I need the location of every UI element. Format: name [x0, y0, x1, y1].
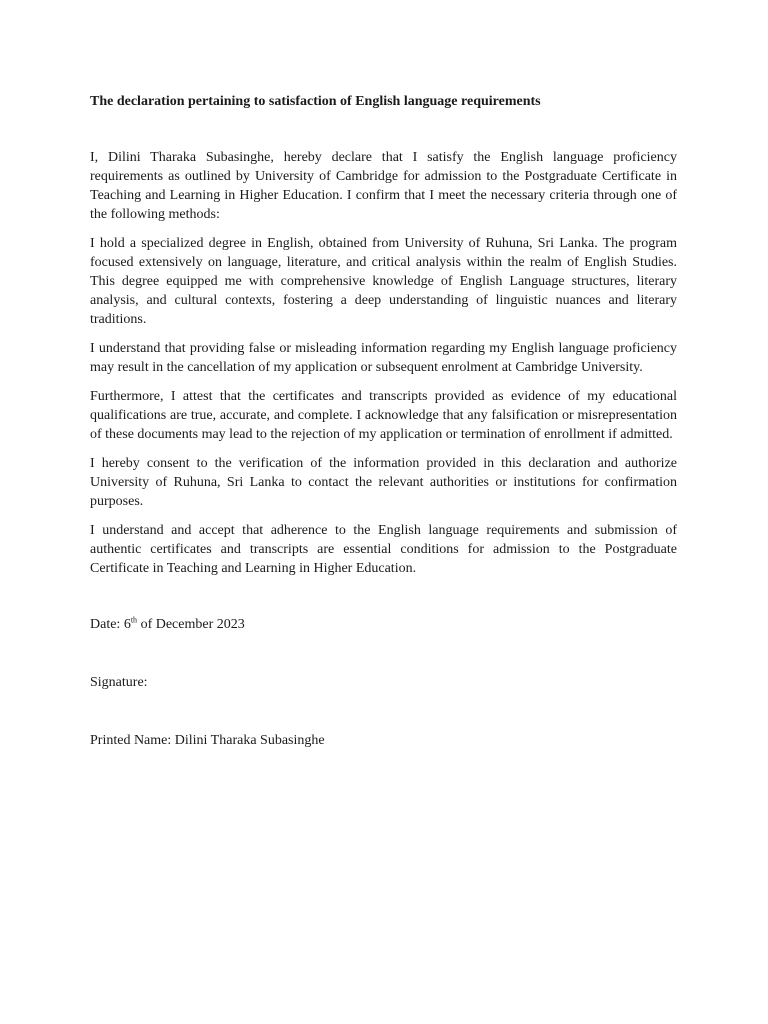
- date-label: Date:: [90, 617, 124, 632]
- false-information-paragraph: I understand that providing false or misleading information regarding my English language proficiency may result in the cancellation of my application or subsequent enrolment at Cambridge University.: [90, 341, 677, 375]
- document-title: The declaration pertaining to satisfaction of English language requirements: [90, 94, 541, 109]
- date-day-suffix: th: [130, 615, 138, 625]
- signature-label: Signature:: [90, 675, 148, 690]
- signature-line: [90, 673, 677, 692]
- printed-name-value: Dilini Tharaka Subasinghe: [174, 733, 325, 748]
- degree-paragraph: I hold a specialized degree in English, obtained from University of Ruhuna, Sri Lanka. The program focused extensively on language, literature, and critical analysis within the realm of English Studies. This degree equipped me with comprehensive knowledge of English Language structures, literary analysis, and cultural contexts, fostering a deep understanding of linguistic nuances and literary traditions.: [90, 236, 677, 327]
- acceptance-paragraph: I understand and accept that adherence to the English language requirements and submission of authentic certificates and transcripts are essential conditions for admission to the Postgraduate Certificate in Teaching and Learning in Higher Education.: [90, 523, 677, 576]
- declaration-paragraph: I, Dilini Tharaka Subasinghe, hereby declare that I satisfy the English language proficiency requirements as outlined by University of Cambridge for admission to the Postgraduate Certificate in Teaching and Learning in Higher Education. I confirm that I meet the necessary criteria through one of the following methods:: [90, 150, 677, 222]
- printed-name-label: Printed Name:: [90, 733, 175, 748]
- certificates-paragraph: Furthermore, I attest that the certificates and transcripts provided as evidence of my educational qualifications are true, accurate, and complete. I acknowledge that any falsification or misrepresentation of these documents may lead to the rejection of my application or termination of enrollment if admitted.: [90, 389, 677, 442]
- printed-name-line: [90, 731, 677, 750]
- date-line: [90, 615, 677, 634]
- consent-paragraph: I hereby consent to the verification of the information provided in this declaration and authorize University of Ruhuna, Sri Lanka to contact the relevant authorities or institutions for confirmation purposes.: [90, 456, 677, 509]
- document-body: [90, 92, 677, 750]
- date-day: 6: [123, 617, 131, 632]
- date-rest: of December 2023: [137, 617, 245, 632]
